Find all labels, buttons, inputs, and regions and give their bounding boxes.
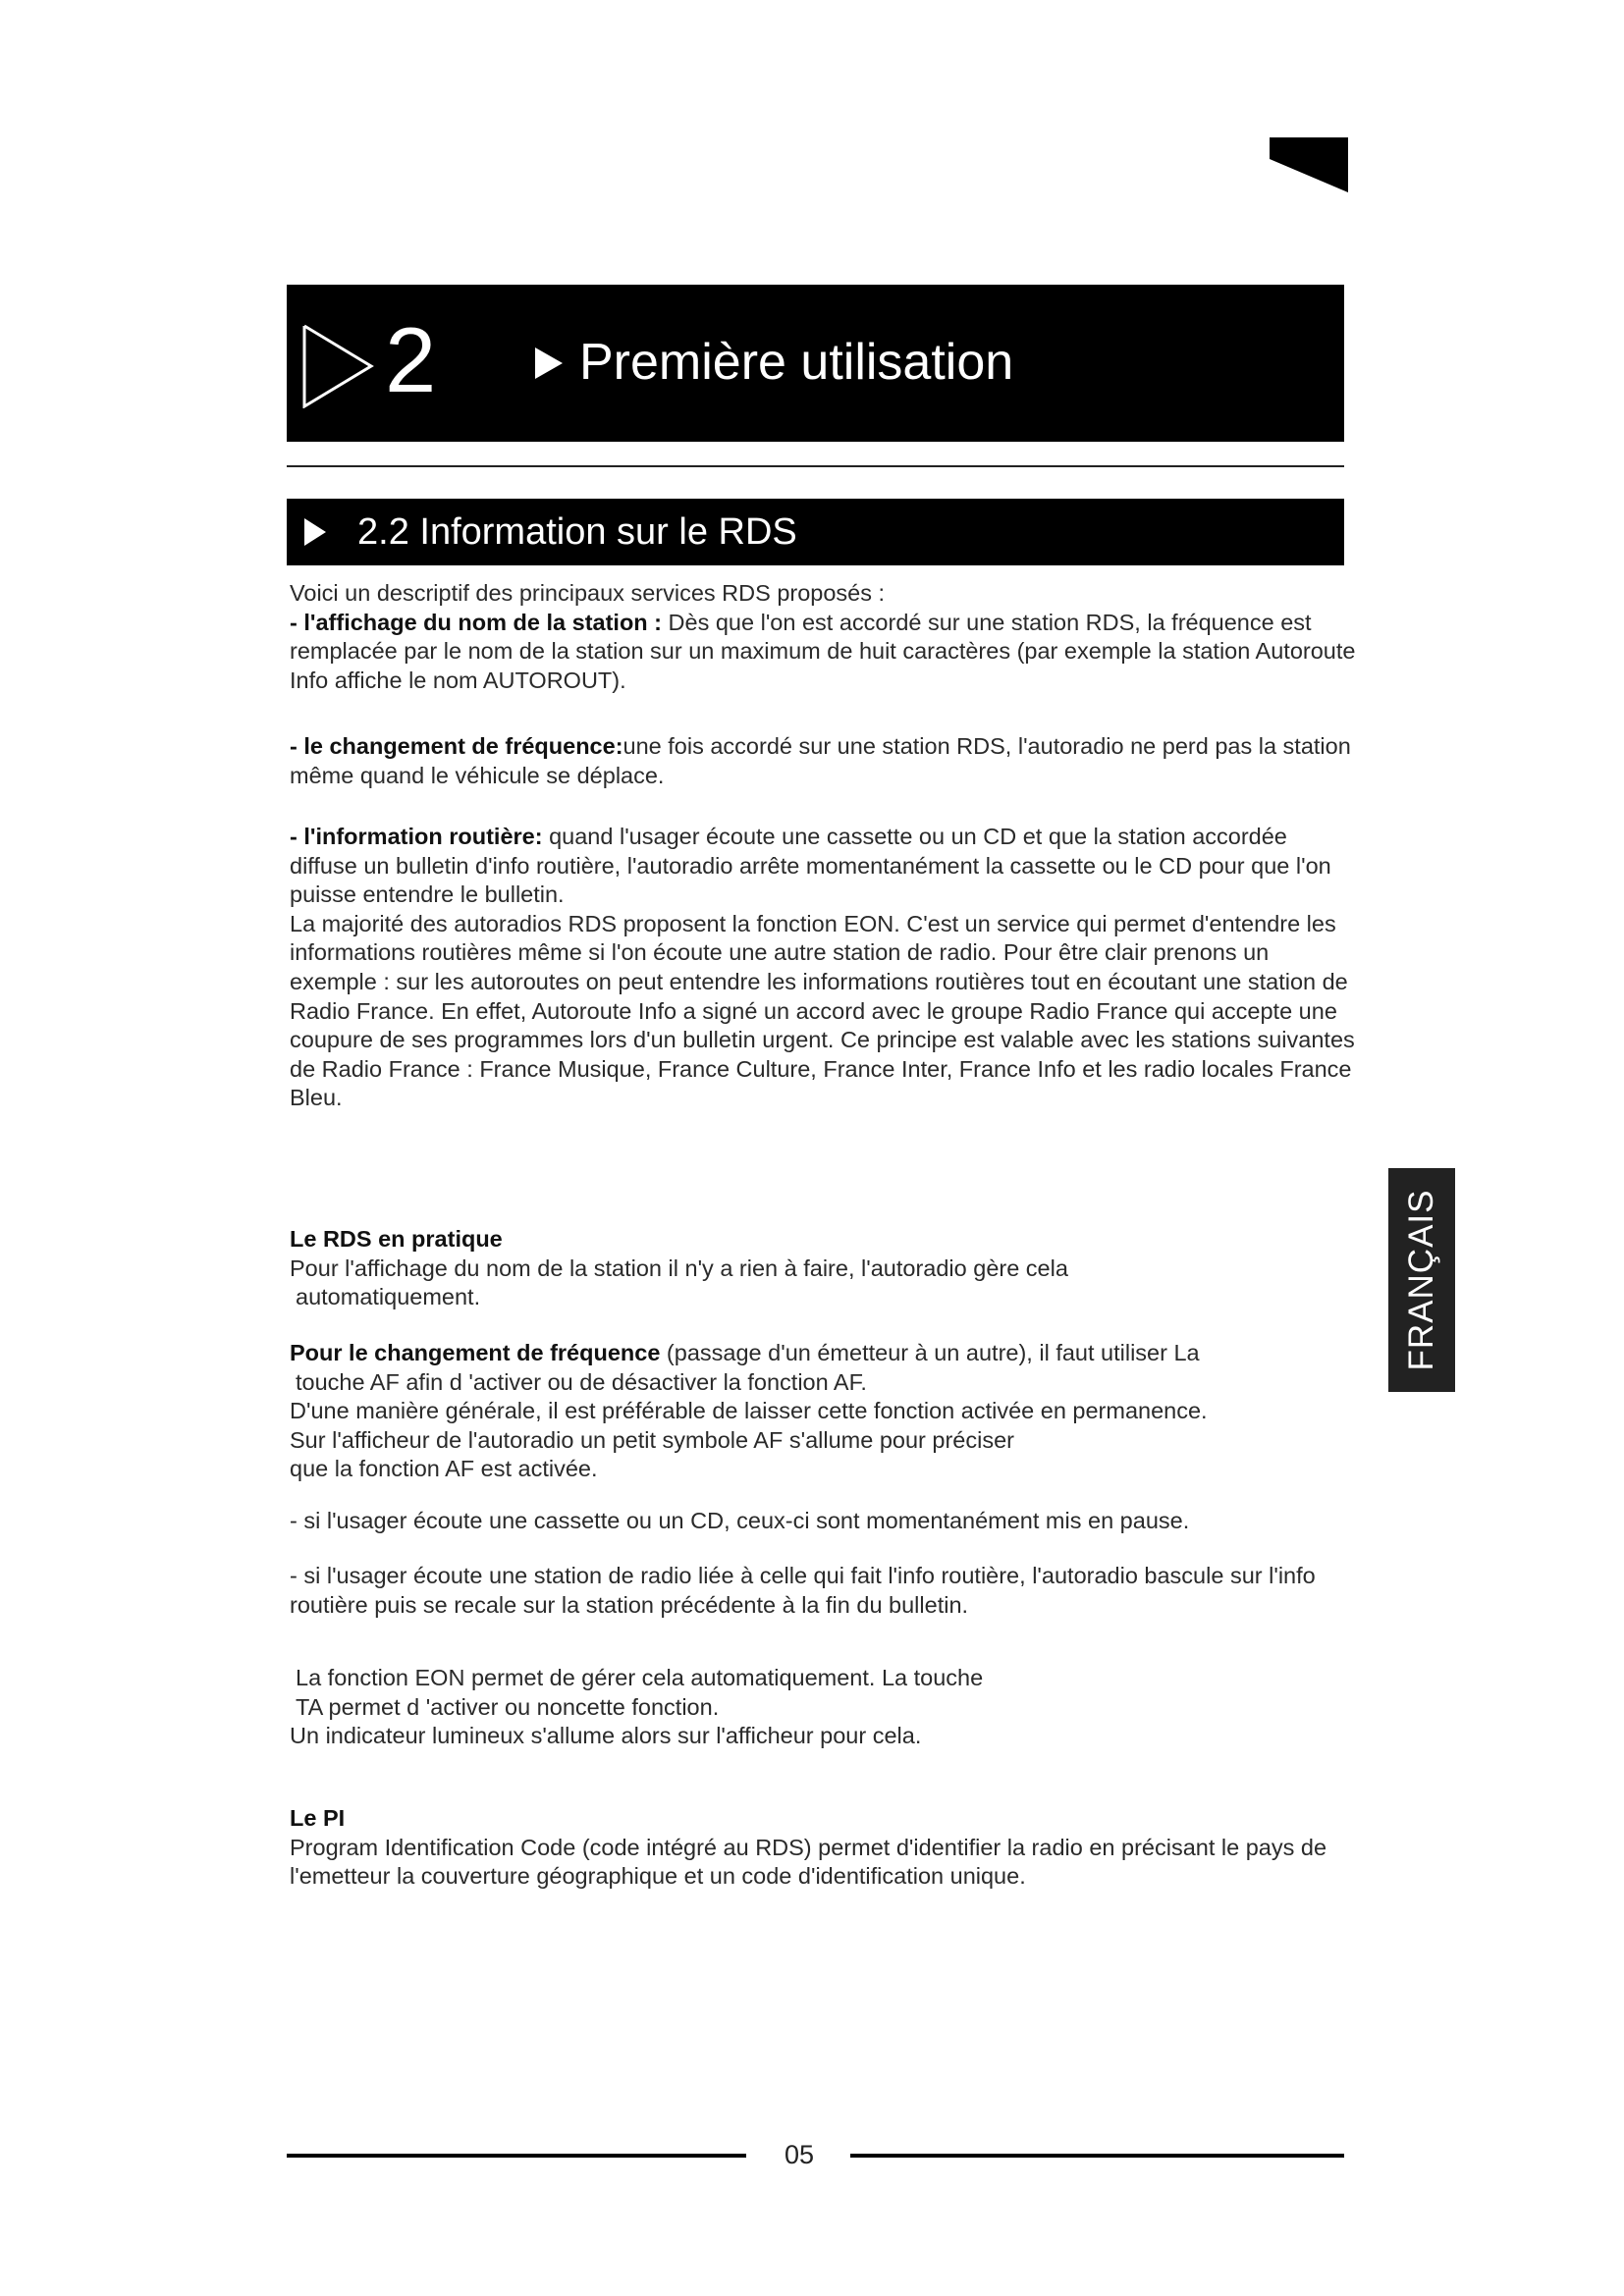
af-text-5: que la fonction AF est activée. [290,1456,598,1482]
af-text: (passage d'un émetteur à un autre), il faut utiliser La [660,1340,1200,1365]
rds-practice-block [290,1225,1360,1312]
eon-practice-text-1: La fonction EON permet de gérer cela automatiquement. La touche [296,1665,984,1690]
traffic-info-text: quand l'usager écoute une cassette ou un CD et que la station accordée diffuse un bulletin d'info routière, l'autoradio arrête momentanément la cassette ou le CD pour que l'on puisse entendre le bulletin. [290,824,1331,908]
station-name-practice-text-2: automatiquement. [296,1284,481,1310]
section-header [287,499,1344,565]
language-tab-label: FRANÇAIS [1402,1189,1440,1371]
pi-block [290,1804,1360,1892]
traffic-info-block [290,823,1360,1113]
frequency-change-text: une fois accordé sur une station RDS, l'autoradio ne perd pas la station même quand le véhicule se déplace. [290,733,1351,788]
station-name-paragraph [290,609,1360,696]
af-text-3: D'une manière générale, il est préférable de laisser cette fonction activée en permanence. [290,1398,1208,1424]
chapter-arrow-icon [535,347,563,379]
section-arrow-icon [304,518,326,546]
af-block [290,1339,1360,1484]
radio-block [290,1562,1360,1620]
af-text-2: touche AF afin d 'activer ou de désactiver la fonction AF. [296,1368,867,1395]
eon-practice-text-2: TA permet d 'activer ou non [296,1693,575,1720]
eon-practice-text-3: cette fonction. [574,1693,720,1720]
intro-text: Voici un descriptif des principaux services RDS proposés : [290,580,886,606]
rds-practice-heading: Le RDS en pratique [290,1226,503,1252]
chapter-number: 2 [385,308,437,411]
corner-mark-icon [1270,137,1348,192]
station-name-text: Dès que l'on est accordé sur une station RDS, la fréquence est remplacée par le nom de la station sur un maximum de huit caractères (par exemple la station Autoroute Info affiche le nom AUTOROUT). [290,609,1356,693]
frequency-change-block [290,732,1360,790]
radio-text: - si l'usager écoute une station de radio liée à celle qui fait l'info routière, l'autoradio bascule sur l'info routière puis se recale sur la station précédente à la fin du bulletin. [290,1563,1316,1618]
station-name-label: - l'affichage du nom de la station : [290,609,663,635]
footer-rule-right [850,2154,1344,2158]
traffic-info-label: - l'information routière: [290,824,543,849]
footer-rule-left [287,2154,746,2158]
cassette-block [290,1507,1360,1536]
pi-text: Program Identification Code (code intégré au RDS) permet d'identifier la radio en précisant le pays de l'emetteur la couverture géographique et un code d'identification unique. [290,1834,1327,1890]
section-title: 2.2 Information sur le RDS [357,511,797,553]
af-text-4: Sur l'afficheur de l'autoradio un petit symbole AF s'allume pour préciser [290,1426,1014,1453]
af-label: Pour le changement de fréquence [290,1340,661,1365]
chapter-banner [287,285,1344,442]
intro-block [290,579,1360,695]
chapter-chevron-icon [302,324,375,408]
frequency-change-label: - le changement de fréquence: [290,733,623,759]
eon-practice-block [290,1664,1360,1751]
chapter-title: Première utilisation [579,334,1014,391]
pi-heading: Le PI [290,1805,346,1831]
divider [287,465,1344,467]
eon-practice-text-4: Un indicateur lumineux s'allume alors sur l'afficheur pour cela. [290,1723,922,1749]
language-tab [1388,1168,1455,1392]
cassette-text: - si l'usager écoute une cassette ou un CD, ceux-ci sont momentanément mis en pause. [290,1508,1190,1533]
eon-description: La majorité des autoradios RDS proposent la fonction EON. C'est un service qui permet d'entendre les informations routières même si l'on écoute une autre station de radio. Pour être clair prenons un exemple : sur les autoroutes on peut entendre les informations routières tout en écoutant une station de Radio France. En effet, Autoroute Info a signé un accord avec le groupe Radio France qui accepte une coupure de ses programmes lors d'un bulletin urgent. Ce principe est valable avec les stations suivantes de Radio France : France Musique, France Culture, France Inter, France Info et les radio locales France Bleu. [290,910,1355,1111]
page-number: 05 [784,2140,815,2169]
station-name-practice-text: Pour l'affichage du nom de la station il n'y a rien à faire, l'autoradio gère cela [290,1255,1068,1281]
